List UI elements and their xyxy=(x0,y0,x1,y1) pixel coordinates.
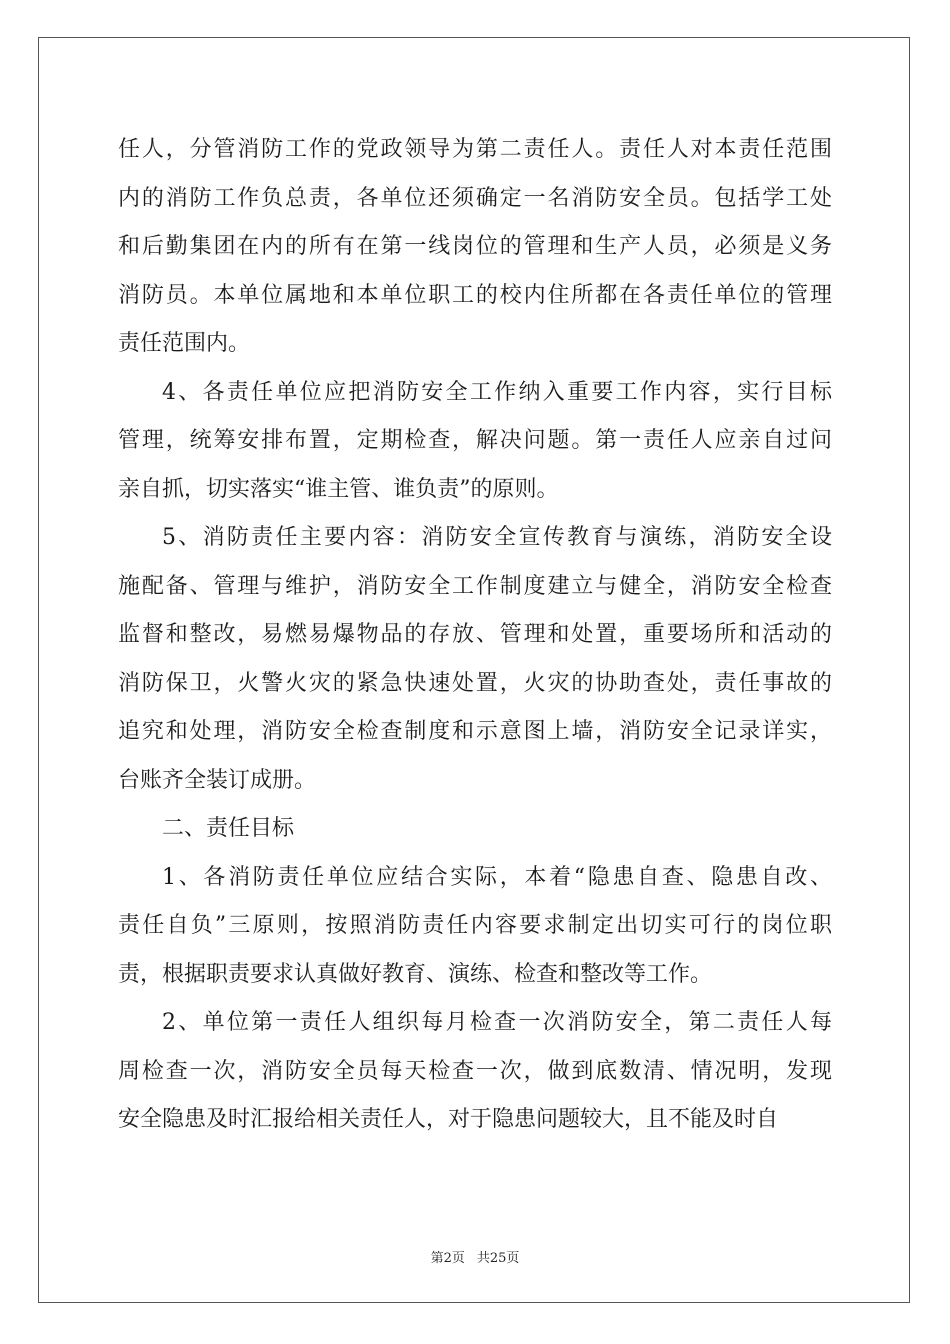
document-body xyxy=(118,126,832,1145)
text-line: 任人，分管消防工作的党政领导为第二责任人。责任人对本责任范围 xyxy=(118,137,832,162)
text-line: 台账齐全装订成册。 xyxy=(118,767,317,793)
text-line: 追究和处理，消防安全检查制度和示意图上墙，消防安全记录详实， xyxy=(118,719,832,744)
text-line: 2、单位第一责任人组织每月检查一次消防安全，第二责任人每 xyxy=(162,1010,832,1035)
page-total: 共25页 xyxy=(476,1251,520,1266)
text-line: 监督和整改，易燃易爆物品的存放、管理和处置，重要场所和活动的 xyxy=(118,622,832,647)
text-line: 管理，统筹安排布置，定期检查，解决问题。第一责任人应亲自过问 xyxy=(118,428,832,453)
text-line: 1、各消防责任单位应结合实际，本着“隐患自查、隐患自改、 xyxy=(162,864,832,890)
text-line: 消防保卫，火警火灾的紧急快速处置，火灾的协助查处，责任事故的 xyxy=(118,670,832,696)
text-line: 周检查一次，消防安全员每天检查一次，做到底数清、情况明，发现 xyxy=(118,1058,832,1084)
text-line: 责任范围内。 xyxy=(118,331,251,356)
text-line: 和后勤集团在内的所有在第一线岗位的管理和生产人员，必须是义务 xyxy=(118,234,832,259)
text-line: 安全隐患及时汇报给相关责任人，对于隐患问题较大，且不能及时自 xyxy=(118,1107,779,1132)
text-line: 4、各责任单位应把消防安全工作纳入重要工作内容，实行目标 xyxy=(162,379,832,405)
page-footer xyxy=(0,1247,950,1266)
page-number: 第2页 xyxy=(430,1251,465,1266)
paragraph xyxy=(118,854,832,1000)
text-line: 二、责任目标 xyxy=(162,816,295,841)
text-line: 责，根据职责要求认真做好教育、演练、检查和整改等工作。 xyxy=(118,961,713,987)
paragraph xyxy=(118,126,832,369)
text-line: 5、消防责任主要内容：消防安全宣传教育与演练，消防安全设 xyxy=(162,525,832,550)
text-line: 内的消防工作负总责，各单位还须确定一名消防安全员。包括学工处 xyxy=(118,185,832,211)
paragraph xyxy=(118,369,832,515)
paragraph xyxy=(118,805,832,854)
text-line: 消防员。本单位属地和本单位职工的校内住所都在各责任单位的管理 xyxy=(118,282,832,308)
paragraph xyxy=(118,514,832,805)
text-line: 责任自负”三原则，按照消防责任内容要求制定出切实可行的岗位职 xyxy=(118,913,832,938)
paragraph xyxy=(118,999,832,1145)
text-line: 施配备、管理与维护，消防安全工作制度建立与健全，消防安全检查 xyxy=(118,573,832,599)
text-line: 亲自抓，切实落实“谁主管、谁负责”的原则。 xyxy=(118,476,559,502)
